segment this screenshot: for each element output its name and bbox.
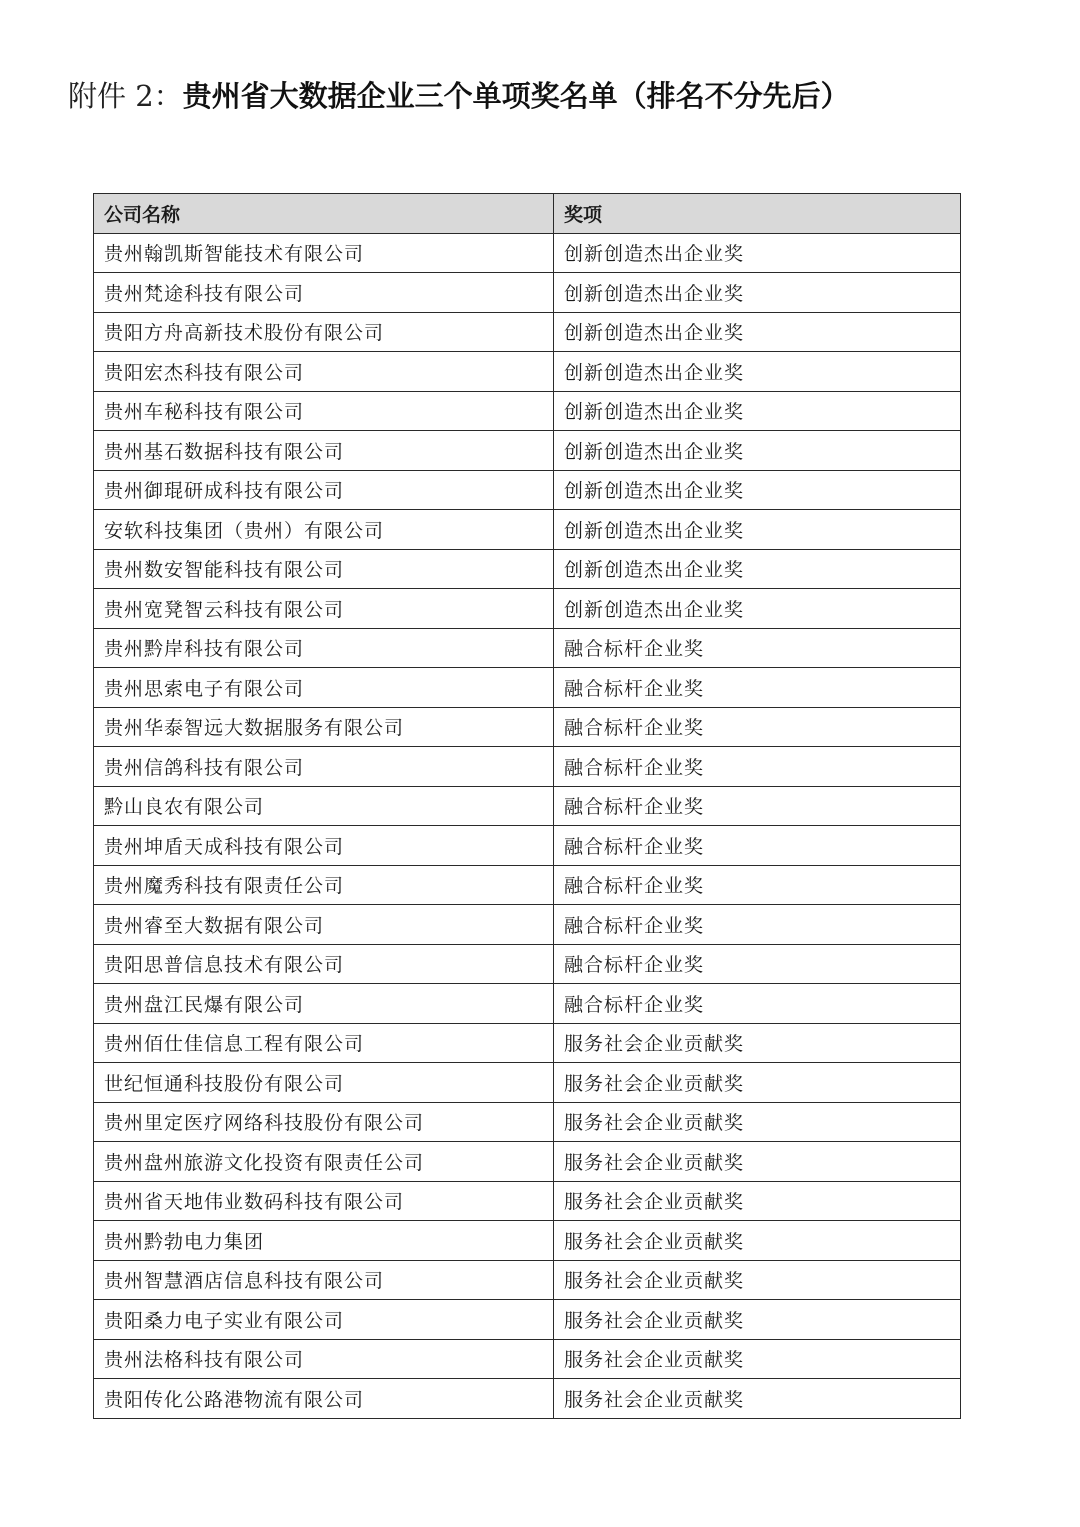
table-row <box>94 786 961 826</box>
company-name-cell: 贵阳传化公路港物流有限公司 <box>94 1379 554 1419</box>
table-row <box>94 865 961 905</box>
award-cell: 创新创造杰出企业奖 <box>554 233 961 273</box>
award-cell: 创新创造杰出企业奖 <box>554 431 961 471</box>
company-name-cell: 贵州法格科技有限公司 <box>94 1339 554 1379</box>
award-cell: 服务社会企业贡献奖 <box>554 1023 961 1063</box>
table-row <box>94 510 961 550</box>
award-cell: 创新创造杰出企业奖 <box>554 312 961 352</box>
award-cell: 服务社会企业贡献奖 <box>554 1339 961 1379</box>
company-name-cell: 贵州黔勃电力集团 <box>94 1221 554 1261</box>
table-row <box>94 1221 961 1261</box>
table-row <box>94 589 961 629</box>
company-name-cell: 贵州盘州旅游文化投资有限责任公司 <box>94 1142 554 1182</box>
company-name-cell: 贵州华泰智远大数据服务有限公司 <box>94 707 554 747</box>
table-row <box>94 549 961 589</box>
table-row <box>94 1102 961 1142</box>
company-name-cell: 贵州佰仕佳信息工程有限公司 <box>94 1023 554 1063</box>
company-name-cell: 贵州盘江民爆有限公司 <box>94 984 554 1024</box>
table-row <box>94 273 961 313</box>
award-cell: 融合标杆企业奖 <box>554 668 961 708</box>
page-title <box>68 74 850 118</box>
company-name-cell: 安软科技集团（贵州）有限公司 <box>94 510 554 550</box>
award-cell: 融合标杆企业奖 <box>554 905 961 945</box>
table-row <box>94 668 961 708</box>
company-name-cell: 贵阳宏杰科技有限公司 <box>94 352 554 392</box>
company-name-cell: 贵州里定医疗网络科技股份有限公司 <box>94 1102 554 1142</box>
award-cell: 创新创造杰出企业奖 <box>554 273 961 313</box>
company-name-cell: 世纪恒通科技股份有限公司 <box>94 1063 554 1103</box>
award-cell: 融合标杆企业奖 <box>554 984 961 1024</box>
table-row <box>94 233 961 273</box>
company-name-cell: 贵州黔岸科技有限公司 <box>94 628 554 668</box>
award-cell: 融合标杆企业奖 <box>554 707 961 747</box>
page-title-prefix: 附件 2： <box>68 79 183 113</box>
company-name-cell: 贵州宽凳智云科技有限公司 <box>94 589 554 629</box>
company-name-cell: 贵州数安智能科技有限公司 <box>94 549 554 589</box>
table-row <box>94 1260 961 1300</box>
award-cell: 融合标杆企业奖 <box>554 628 961 668</box>
award-cell: 创新创造杰出企业奖 <box>554 589 961 629</box>
table-header-row <box>94 194 961 234</box>
table-row <box>94 1063 961 1103</box>
company-name-cell: 贵州基石数据科技有限公司 <box>94 431 554 471</box>
award-cell: 融合标杆企业奖 <box>554 944 961 984</box>
company-name-cell: 贵州御琨研成科技有限公司 <box>94 470 554 510</box>
table-row <box>94 1181 961 1221</box>
company-name-cell: 贵阳思普信息技术有限公司 <box>94 944 554 984</box>
table-row <box>94 391 961 431</box>
table-row <box>94 470 961 510</box>
company-name-cell: 贵州坤盾天成科技有限公司 <box>94 826 554 866</box>
award-cell: 服务社会企业贡献奖 <box>554 1102 961 1142</box>
company-name-cell: 黔山良农有限公司 <box>94 786 554 826</box>
table-row <box>94 312 961 352</box>
award-cell: 服务社会企业贡献奖 <box>554 1221 961 1261</box>
table-row <box>94 707 961 747</box>
award-cell: 创新创造杰出企业奖 <box>554 352 961 392</box>
table-row <box>94 1300 961 1340</box>
table-row <box>94 826 961 866</box>
award-cell: 服务社会企业贡献奖 <box>554 1379 961 1419</box>
company-name-cell: 贵州思索电子有限公司 <box>94 668 554 708</box>
award-cell: 服务社会企业贡献奖 <box>554 1181 961 1221</box>
award-cell: 服务社会企业贡献奖 <box>554 1142 961 1182</box>
company-name-cell: 贵州睿至大数据有限公司 <box>94 905 554 945</box>
award-cell: 创新创造杰出企业奖 <box>554 510 961 550</box>
table-row <box>94 1023 961 1063</box>
table-row <box>94 352 961 392</box>
award-cell: 融合标杆企业奖 <box>554 865 961 905</box>
table-row <box>94 431 961 471</box>
award-cell: 服务社会企业贡献奖 <box>554 1063 961 1103</box>
table-row <box>94 1379 961 1419</box>
award-cell: 创新创造杰出企业奖 <box>554 391 961 431</box>
table-row <box>94 1142 961 1182</box>
table-row <box>94 905 961 945</box>
company-name-cell: 贵阳方舟高新技术股份有限公司 <box>94 312 554 352</box>
award-cell: 融合标杆企业奖 <box>554 826 961 866</box>
table-row <box>94 628 961 668</box>
table-row <box>94 747 961 787</box>
company-name-cell: 贵州信鸽科技有限公司 <box>94 747 554 787</box>
table-row <box>94 944 961 984</box>
company-name-cell: 贵州翰凯斯智能技术有限公司 <box>94 233 554 273</box>
award-table <box>93 193 961 1419</box>
company-name-cell: 贵州魔秀科技有限责任公司 <box>94 865 554 905</box>
table-row <box>94 984 961 1024</box>
company-name-cell: 贵州省天地伟业数码科技有限公司 <box>94 1181 554 1221</box>
company-name-cell: 贵州梵途科技有限公司 <box>94 273 554 313</box>
award-cell: 融合标杆企业奖 <box>554 786 961 826</box>
award-cell: 创新创造杰出企业奖 <box>554 549 961 589</box>
company-name-cell: 贵阳桑力电子实业有限公司 <box>94 1300 554 1340</box>
page-title-main: 贵州省大数据企业三个单项奖名单（排名不分先后） <box>182 79 850 113</box>
table-body <box>94 233 961 1418</box>
award-cell: 融合标杆企业奖 <box>554 747 961 787</box>
award-cell: 服务社会企业贡献奖 <box>554 1260 961 1300</box>
header-company-name: 公司名称 <box>94 194 554 234</box>
award-cell: 创新创造杰出企业奖 <box>554 470 961 510</box>
header-award: 奖项 <box>554 194 961 234</box>
table-row <box>94 1339 961 1379</box>
company-name-cell: 贵州车秘科技有限公司 <box>94 391 554 431</box>
award-cell: 服务社会企业贡献奖 <box>554 1300 961 1340</box>
company-name-cell: 贵州智慧酒店信息科技有限公司 <box>94 1260 554 1300</box>
